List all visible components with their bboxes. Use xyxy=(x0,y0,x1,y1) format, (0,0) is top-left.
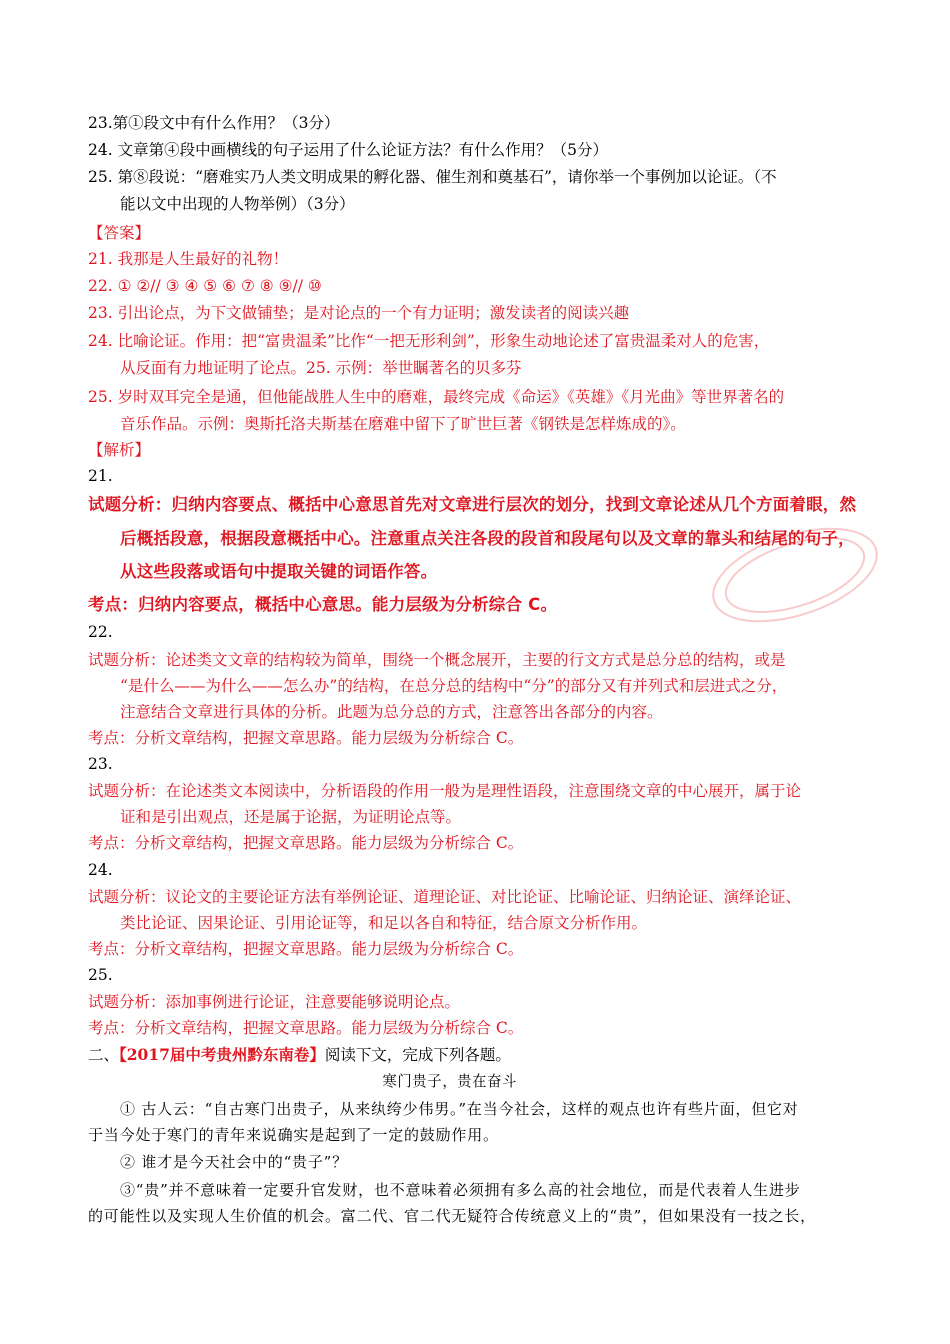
section-two-heading xyxy=(88,1042,511,1068)
passage-line: ③“贵”并不意味着一定要升官发财，也不意味着必须拥有多么高的社会地位，而是代表着人生进步 xyxy=(120,1181,801,1199)
analysis-25-number: 25. xyxy=(88,966,113,984)
analysis-24-kaodian: 考点：分析文章结构，把握文章思路。能力层级为分析综合 C。 xyxy=(88,940,524,958)
watermark-stamp xyxy=(700,520,890,630)
analysis-22-line: 试题分析：论述类文文章的结构较为简单，围绕一个概念展开，主要的行文方式是总分总的结构，或是 xyxy=(88,651,786,669)
section-source: 【2017届中考贵州黔东南卷】 xyxy=(119,1045,325,1064)
passage-line: 于当今处于寒门的青年来说确实是起到了一定的鼓励作用。 xyxy=(88,1126,499,1144)
answer-25-cont: 音乐作品。示例：奥斯托洛夫斯基在磨难中留下了旷世巨著《钢铁是怎样炼成的》。 xyxy=(120,415,686,433)
analysis-22-number: 22. xyxy=(88,623,113,641)
analysis-22-kaodian: 考点：分析文章结构，把握文章思路。能力层级为分析综合 C。 xyxy=(88,729,524,747)
question-25-cont: 能以文中出现的人物举例）（3分） xyxy=(120,195,355,213)
analysis-24-line: 试题分析：议论文的主要论证方法有举例论证、道理论证、对比论证、比喻论证、归纳论证、演绎论证、 xyxy=(88,888,802,906)
analysis-25-line: 试题分析：添加事例进行论证，注意要能够说明论点。 xyxy=(88,993,461,1011)
analysis-24-line: 类比论证、因果论证、引用论证等，和足以各自和特征，结合原文分析作用。 xyxy=(120,914,648,932)
analysis-24-number: 24. xyxy=(88,861,113,879)
analysis-25-kaodian: 考点：分析文章结构，把握文章思路。能力层级为分析综合 C。 xyxy=(88,1019,524,1037)
analysis-23-line: 试题分析：在论述类文本阅读中，分析语段的作用一般为是理性语段，注意围绕文章的中心展开，属于论 xyxy=(88,782,802,800)
passage-line: 的可能性以及实现人生价值的机会。富二代、官二代无疑符合传统意义上的“贵”，但如果没有一技之长， xyxy=(88,1207,816,1225)
answer-21: 21. 我那是人生最好的礼物！ xyxy=(88,250,289,268)
analysis-21-line: 从这些段落或语句中提取关键的词语作答。 xyxy=(120,562,438,581)
answer-24: 24. 比喻论证。作用：把“富贵温柔”比作“一把无形利剑”，形象生动地论述了富贵温柔对人的危害， xyxy=(88,332,770,350)
analysis-22-line: “是什么——为什么——怎么办”的结构，在总分总的结构中“分”的部分又有并列式和层进式之分， xyxy=(120,677,788,695)
question-25: 25. 第⑧段说：“磨难实乃人类文明成果的孵化器、催生剂和奠基石”，请你举一个事例加以论证。（不 xyxy=(88,168,777,186)
passage-line: ① 古人云：“自古寒门出贵子，从来纨绔少伟男。”在当今社会，这样的观点也许有些片面，但它对 xyxy=(120,1100,799,1118)
answer-25: 25. 岁时双耳完全是通，但他能战胜人生中的磨难，最终完成《命运》《英雄》《月光曲》等世界著名的 xyxy=(88,388,785,406)
section-number: 二、 xyxy=(88,1046,120,1064)
answer-24-cont: 从反面有力地证明了论点。25. 示例：举世瞩著名的贝多芬 xyxy=(120,359,522,377)
analysis-22-line: 注意结合文章进行具体的分析。此题为总分总的方式，注意答出各部分的内容。 xyxy=(120,703,663,721)
analysis-21-kaodian: 考点：归纳内容要点，概括中心意思。能力层级为分析综合 C。 xyxy=(88,595,558,614)
answer-23: 23. 引出论点，为下文做铺垫；是对论点的一个有力证明；激发读者的阅读兴趣 xyxy=(88,304,630,322)
question-23: 23.第①段文中有什么作用？（3分） xyxy=(88,114,340,132)
answer-22: 22. ① ②// ③ ④ ⑤ ⑥ ⑦ ⑧ ⑨// ⑩ xyxy=(88,277,322,295)
analysis-21-line: 后概括段意，根据段意概括中心。注意重点关注各段的段首和段尾句以及文章的靠头和结尾的句子， xyxy=(120,529,855,548)
analysis-23-kaodian: 考点：分析文章结构，把握文章思路。能力层级为分析综合 C。 xyxy=(88,834,524,852)
passage-line: ② 谁才是今天社会中的“贵子”？ xyxy=(120,1153,348,1171)
analysis-header: 【解析】 xyxy=(88,441,151,459)
analysis-21-number: 21. xyxy=(88,467,113,485)
section-instruction: 阅读下文，完成下列各题。 xyxy=(324,1046,511,1064)
analysis-21-line: 试题分析：归纳内容要点、概括中心意思首先对文章进行层次的划分，找到文章论述从几个方面着眼，然 xyxy=(88,495,857,514)
answer-header: 【答案】 xyxy=(88,224,151,242)
question-24: 24. 文章第④段中画横线的句子运用了什么论证方法？有什么作用？（5分） xyxy=(88,141,608,159)
analysis-23-line: 证和是引出观点，还是属于论据，为证明论点等。 xyxy=(120,808,462,826)
analysis-23-number: 23. xyxy=(88,755,113,773)
passage-title: 寒门贵子，贵在奋斗 xyxy=(382,1072,518,1090)
